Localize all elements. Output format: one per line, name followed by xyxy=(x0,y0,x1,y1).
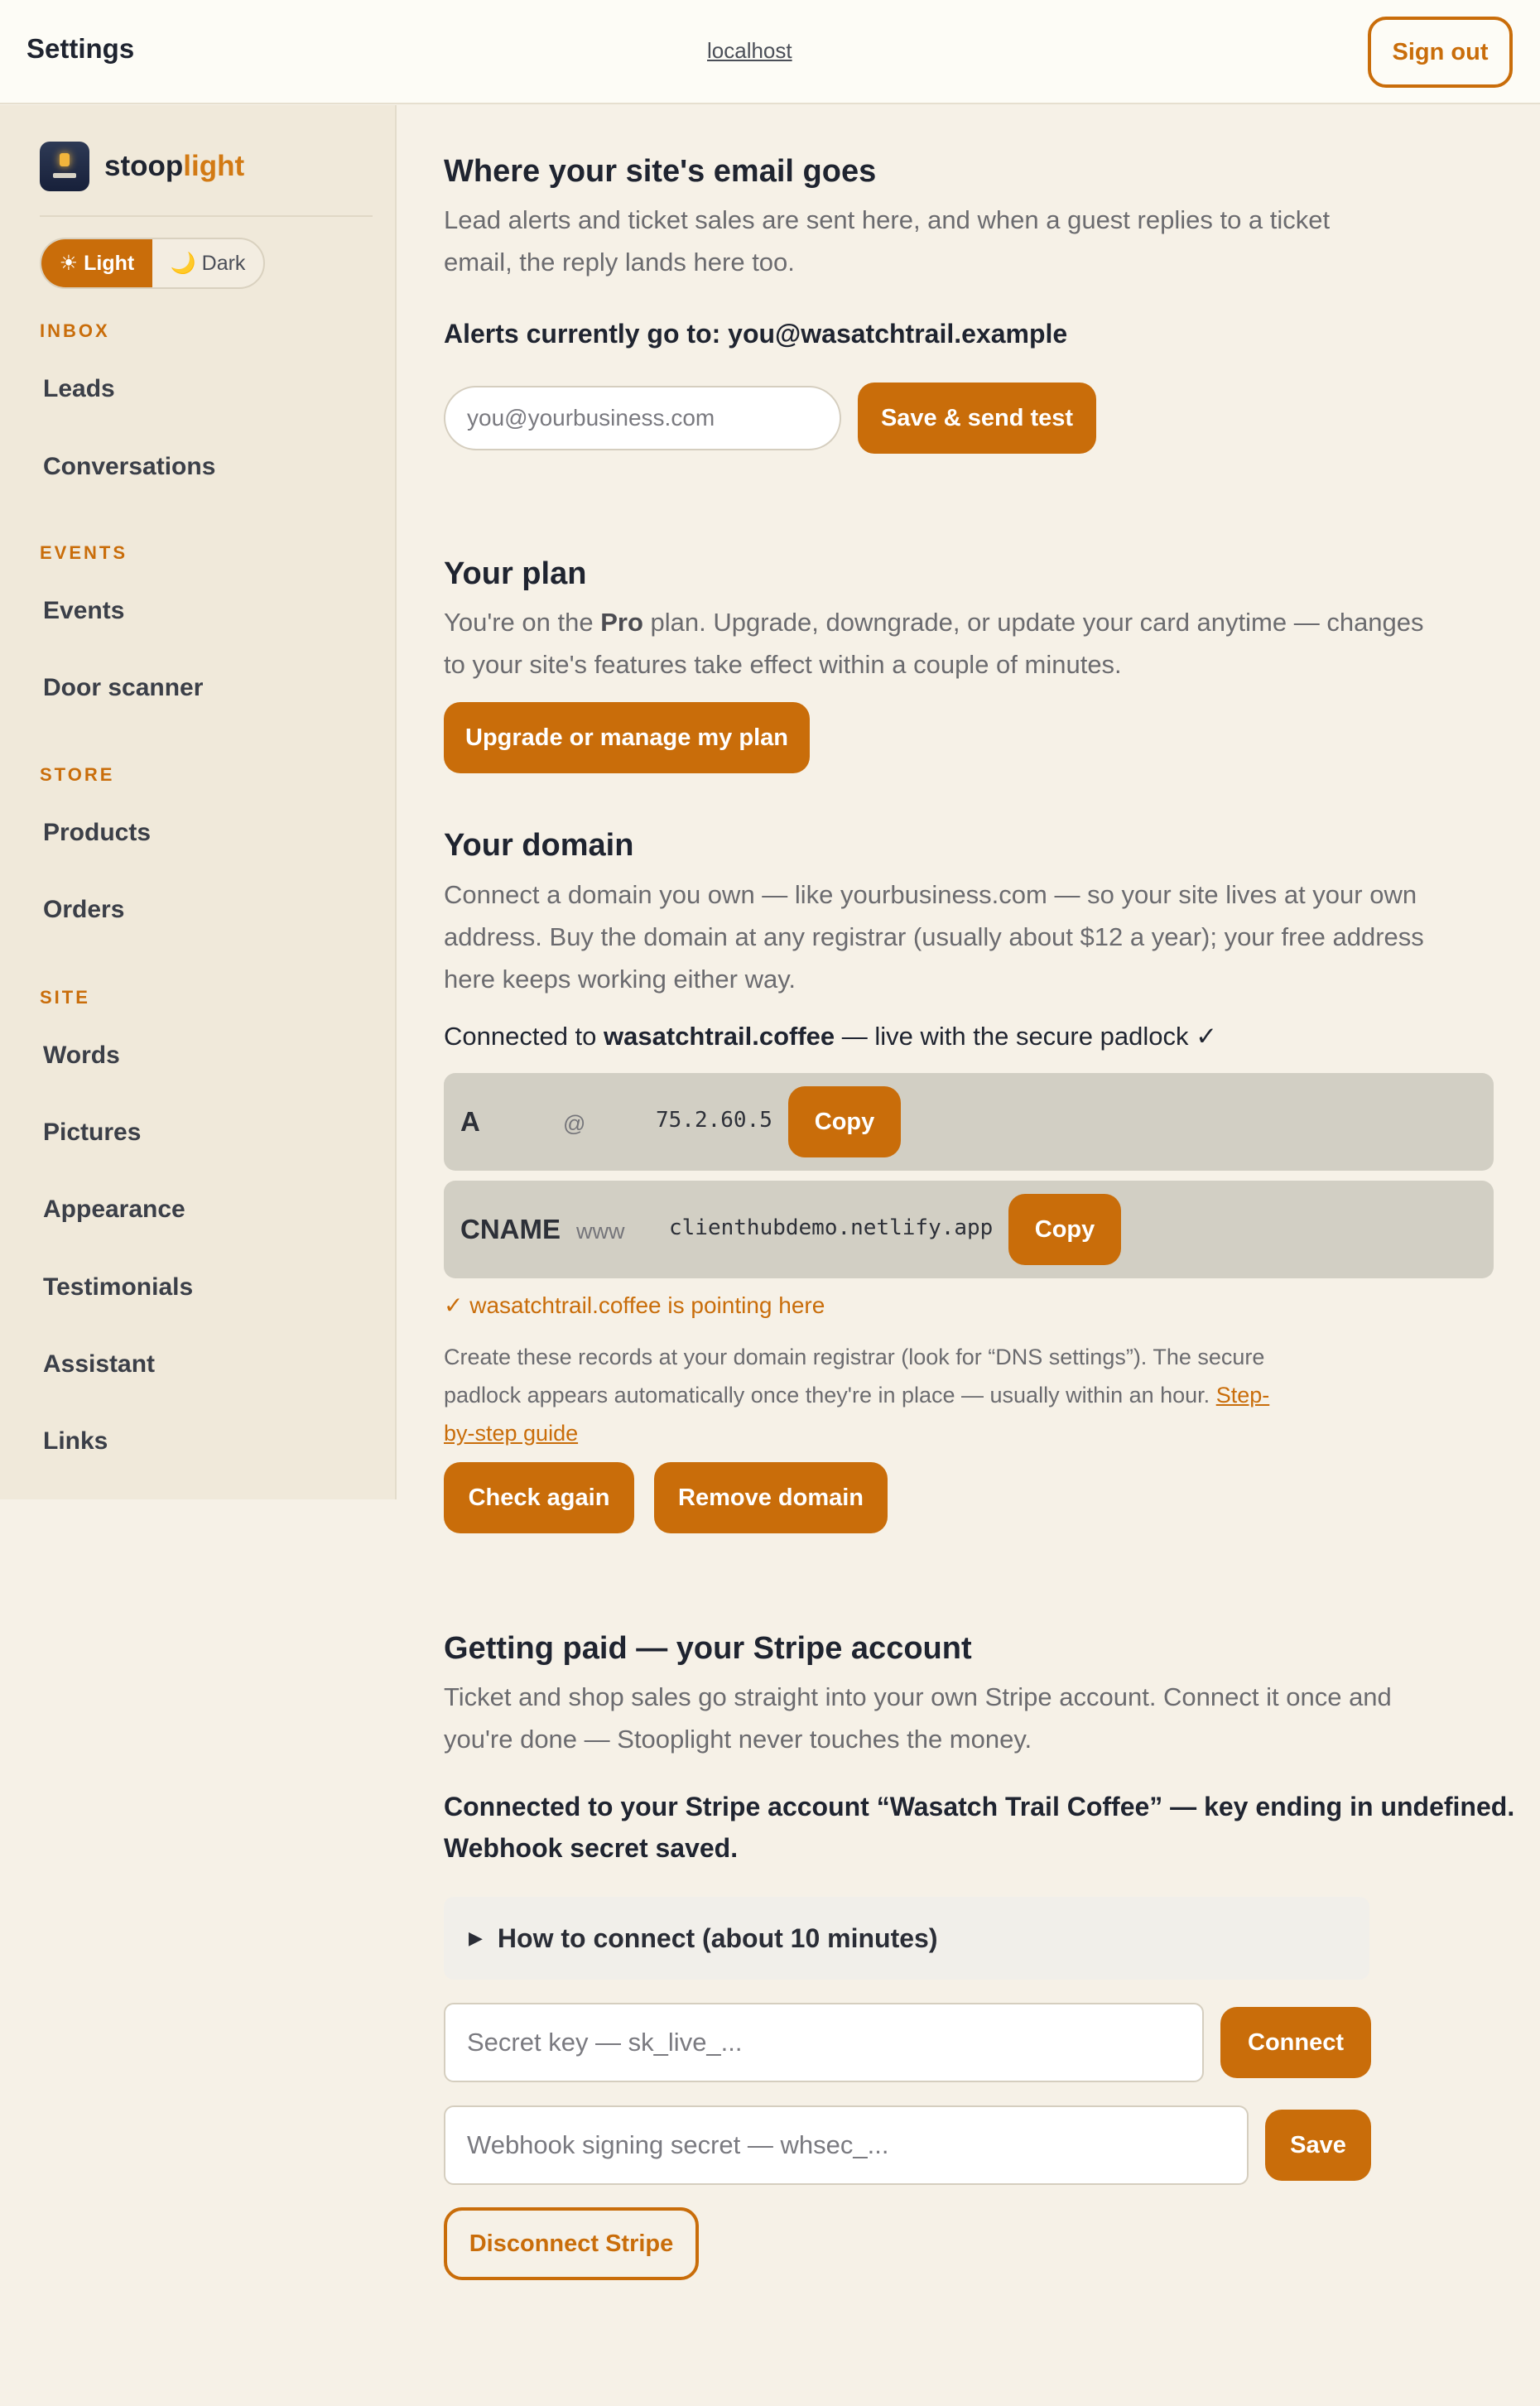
sidebar xyxy=(0,105,397,1499)
divider xyxy=(40,215,373,217)
email-current: Alerts currently go to: you@wasatchtrail.example xyxy=(444,319,1068,349)
nav-section-store: STORE xyxy=(40,764,115,785)
email-input[interactable]: you@yourbusiness.com xyxy=(444,386,841,450)
sign-out-button[interactable]: Sign out xyxy=(1368,17,1513,88)
how-to-connect-toggle[interactable]: ▶ How to connect (about 10 minutes) xyxy=(444,1897,1369,1980)
theme-dark-option[interactable]: 🌙 Dark xyxy=(170,251,246,275)
theme-toggle xyxy=(40,238,265,289)
plan-description: You're on the Pro plan. Upgrade, downgrade, or update your card anytime — changes to your site's features take effect within a couple of minutes. xyxy=(444,608,1424,679)
plan-heading: Your plan xyxy=(444,556,587,591)
nav-section-events: EVENTS xyxy=(40,542,128,563)
brand-name: stooplight xyxy=(104,150,245,182)
sidebar-item-assistant[interactable]: Assistant xyxy=(43,1350,156,1378)
brand[interactable] xyxy=(40,142,244,191)
dns-value: clienthubdemo.netlify.app xyxy=(669,1215,994,1240)
upgrade-plan-button[interactable]: Upgrade or manage my plan xyxy=(444,702,810,773)
dns-type: A xyxy=(460,1106,480,1137)
theme-light-option[interactable]: ☀ Light xyxy=(41,239,152,287)
dns-name: www xyxy=(576,1219,625,1244)
sidebar-item-appearance[interactable]: Appearance xyxy=(43,1196,185,1223)
dns-value: 75.2.60.5 xyxy=(656,1108,772,1133)
copy-button[interactable]: Copy xyxy=(788,1086,901,1157)
stripe-description: Ticket and shop sales go straight into your own Stripe account. Connect it once and you're done — Stooplight never touches the money. xyxy=(444,1682,1392,1754)
domain-heading: Your domain xyxy=(444,828,634,863)
webhook-secret-input[interactable]: Webhook signing secret — whsec_... xyxy=(444,2105,1249,2185)
dns-type: CNAME xyxy=(460,1214,561,1244)
sidebar-item-leads[interactable]: Leads xyxy=(43,375,115,402)
domain-help-text: Create these records at your domain registrar (look for “DNS settings”). The secure padlock appears automatically once they're in place — usually within an hour. Step- by-step guide xyxy=(444,1345,1270,1446)
sidebar-item-door-scanner[interactable]: Door scanner xyxy=(43,674,204,701)
step-by-step-guide-link-continued[interactable]: by-step guide xyxy=(444,1421,579,1446)
email-heading: Where your site's email goes xyxy=(444,154,877,189)
secret-key-input[interactable]: Secret key — sk_live_... xyxy=(444,2003,1204,2082)
stripe-heading: Getting paid — your Stripe account xyxy=(444,1631,972,1666)
domain-description: Connect a domain you own — like yourbusiness.com — so your site lives at your own address. Buy the domain at any registrar (usually about $12 a year); your free address here keeps working either way. xyxy=(444,880,1424,994)
domain-connected: Connected to wasatchtrail.coffee — live with the secure padlock ✓ xyxy=(444,1022,1218,1051)
sidebar-item-orders[interactable]: Orders xyxy=(43,896,125,923)
sidebar-item-pictures[interactable]: Pictures xyxy=(43,1119,142,1146)
sidebar-item-testimonials[interactable]: Testimonials xyxy=(43,1273,194,1301)
top-bar xyxy=(0,0,1540,104)
dns-record-row xyxy=(444,1073,1494,1171)
dns-name: @ xyxy=(563,1111,586,1136)
copy-button[interactable]: Copy xyxy=(1008,1194,1121,1265)
nav-section-site: SITE xyxy=(40,987,90,1008)
sidebar-item-links[interactable]: Links xyxy=(43,1427,108,1455)
caret-right-icon: ▶ xyxy=(469,1927,483,1948)
save-button[interactable]: Save xyxy=(1265,2110,1371,2181)
host-link[interactable]: localhost xyxy=(707,38,792,63)
disconnect-stripe-button[interactable]: Disconnect Stripe xyxy=(444,2207,699,2280)
lighthouse-logo-icon xyxy=(40,142,89,191)
save-send-test-button[interactable]: Save & send test xyxy=(858,383,1096,454)
step-by-step-guide-link[interactable]: Step- xyxy=(1215,1383,1270,1408)
email-description: Lead alerts and ticket sales are sent here, and when a guest replies to a ticket email, the reply lands here too. xyxy=(444,205,1331,277)
stripe-status: Connected to your Stripe account “Wasatch Trail Coffee” — key ending in undefined. Webhook secret saved. xyxy=(444,1792,1515,1863)
check-again-button[interactable]: Check again xyxy=(444,1462,634,1533)
nav-section-inbox: INBOX xyxy=(40,320,110,341)
connect-button[interactable]: Connect xyxy=(1220,2007,1371,2078)
domain-status: ✓ wasatchtrail.coffee is pointing here xyxy=(444,1292,825,1318)
sidebar-item-conversations[interactable]: Conversations xyxy=(43,453,216,480)
remove-domain-button[interactable]: Remove domain xyxy=(654,1462,888,1533)
sidebar-item-words[interactable]: Words xyxy=(43,1042,120,1069)
page-title: Settings xyxy=(26,33,135,64)
dns-record-row xyxy=(444,1181,1494,1278)
sidebar-item-events[interactable]: Events xyxy=(43,597,125,624)
sidebar-item-products[interactable]: Products xyxy=(43,819,152,846)
